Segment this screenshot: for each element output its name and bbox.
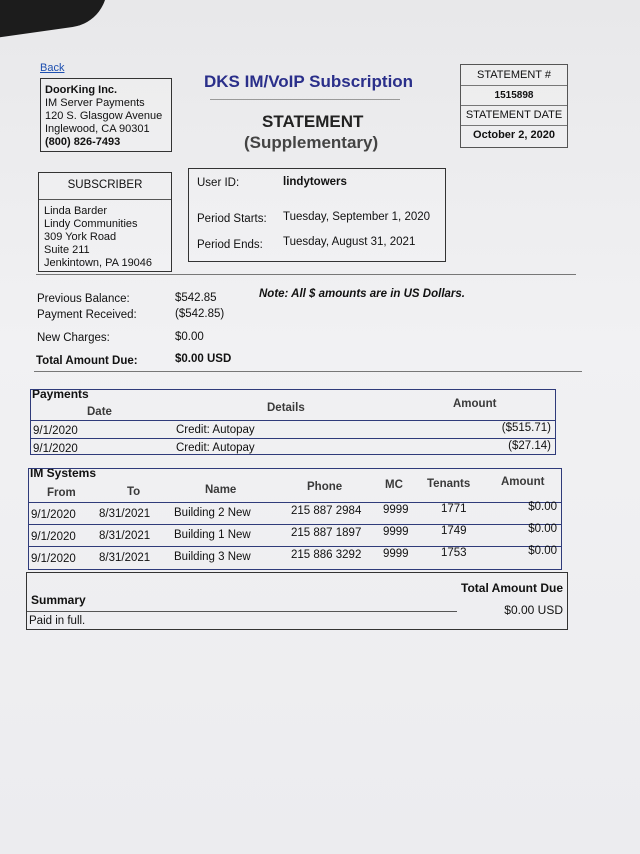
subscriber-street1: 309 York Road: [44, 231, 117, 243]
im-mc: 9999: [383, 526, 409, 538]
im-tenants: 1753: [441, 547, 467, 559]
im-header-name: Name: [205, 484, 237, 496]
user-id-label: User ID:: [197, 177, 240, 189]
company-street: 120 S. Glasgow Avenue: [45, 110, 163, 122]
divider-1: [36, 274, 576, 275]
im-phone: 215 886 3292: [291, 549, 362, 561]
im-systems-title: IM Systems: [30, 466, 97, 480]
company-city: Inglewood, CA 90301: [45, 123, 150, 135]
payments-header-date: Date: [87, 406, 112, 418]
title-underline: [210, 99, 400, 100]
currency-note: Note: All $ amounts are in US Dollars.: [259, 288, 465, 300]
account-box: [188, 168, 446, 262]
im-from: 9/1/2020: [31, 509, 76, 521]
im-from: 9/1/2020: [31, 553, 76, 565]
payment-received-label: Payment Received:: [37, 309, 137, 321]
summary-total-label: Total Amount Due: [461, 581, 563, 595]
im-tenants: 1771: [441, 503, 467, 515]
im-to: 8/31/2021: [99, 552, 151, 564]
subscription-title: DKS IM/VoIP Subscription: [204, 72, 414, 91]
statement-heading: STATEMENT: [262, 112, 364, 131]
period-start-label: Period Starts:: [197, 213, 267, 225]
statement-document: [22, 52, 602, 692]
subscriber-city: Jenkintown, PA 19046: [44, 257, 153, 269]
back-link[interactable]: Back: [40, 62, 65, 74]
im-mc: 9999: [383, 504, 409, 516]
subscriber-box: [38, 172, 172, 272]
payment-amount: ($27.14): [508, 440, 551, 452]
payment-received: ($542.85): [175, 308, 225, 320]
im-header-tenants: Tenants: [427, 478, 471, 490]
previous-balance: $542.85: [175, 292, 217, 304]
statement-info-box: [460, 64, 568, 148]
im-header-mc: MC: [385, 479, 403, 491]
im-to: 8/31/2021: [99, 508, 151, 520]
im-header-phone: Phone: [307, 481, 343, 493]
total-due: $0.00 USD: [175, 353, 232, 365]
company-phone: (800) 826-7493: [45, 136, 121, 148]
im-header-amount: Amount: [501, 476, 545, 488]
payments-title: Payments: [32, 387, 89, 401]
im-header-from: From: [47, 487, 76, 499]
im-systems-table: [28, 468, 562, 570]
payment-amount: ($515.71): [501, 422, 551, 434]
im-to: 8/31/2021: [99, 530, 151, 542]
user-id: lindytowers: [283, 176, 347, 188]
im-row: [29, 524, 561, 547]
im-name: Building 2 New: [174, 507, 251, 519]
im-name: Building 1 New: [174, 529, 251, 541]
summary-text: Paid in full.: [29, 615, 86, 627]
im-row: [29, 502, 561, 525]
payment-details: Credit: Autopay: [176, 424, 255, 436]
summary-title: Summary: [31, 593, 86, 607]
payments-table: [30, 389, 556, 455]
payments-row: [31, 438, 555, 456]
payment-date: 9/1/2020: [33, 443, 78, 455]
payment-date: 9/1/2020: [33, 425, 78, 437]
statement-number: 1515898: [494, 90, 534, 101]
payments-header-details: Details: [267, 402, 305, 414]
previous-balance-label: Previous Balance:: [37, 293, 130, 305]
new-charges-label: New Charges:: [37, 332, 110, 344]
company-address-box: [40, 78, 172, 152]
subscriber-label: SUBSCRIBER: [67, 179, 143, 191]
company-dept: IM Server Payments: [45, 97, 145, 109]
subscriber-street2: Suite 211: [44, 244, 90, 256]
im-from: 9/1/2020: [31, 531, 76, 543]
im-amount: $0.00: [528, 501, 557, 513]
im-row: [29, 546, 561, 571]
new-charges: $0.00: [175, 331, 204, 343]
supplementary-heading: (Supplementary): [244, 133, 379, 152]
company-name: DoorKing Inc.: [45, 84, 118, 96]
im-mc: 9999: [383, 548, 409, 560]
photo-corner-shadow: [0, 0, 112, 38]
period-end: Tuesday, August 31, 2021: [283, 236, 416, 248]
im-amount: $0.00: [528, 545, 557, 557]
im-phone: 215 887 1897: [291, 527, 362, 539]
period-start: Tuesday, September 1, 2020: [283, 211, 431, 223]
payments-header-amount: Amount: [453, 398, 497, 410]
im-header-to: To: [127, 486, 141, 498]
subscriber-company: Lindy Communities: [44, 218, 138, 230]
im-amount: $0.00: [528, 523, 557, 535]
statement-date-label: STATEMENT DATE: [465, 109, 563, 121]
im-name: Building 3 New: [174, 551, 251, 563]
statement-date: October 2, 2020: [473, 129, 555, 141]
divider-2: [34, 371, 582, 372]
im-phone: 215 887 2984: [291, 505, 362, 517]
summary-box: [26, 572, 568, 630]
summary-total: $0.00 USD: [504, 603, 563, 617]
total-due-label: Total Amount Due:: [36, 355, 138, 367]
payment-details: Credit: Autopay: [176, 442, 255, 454]
payments-row: [31, 420, 555, 439]
subscriber-name: Linda Barder: [44, 205, 107, 217]
statement-number-label: STATEMENT #: [477, 69, 551, 81]
period-end-label: Period Ends:: [197, 239, 263, 251]
im-tenants: 1749: [441, 525, 467, 537]
